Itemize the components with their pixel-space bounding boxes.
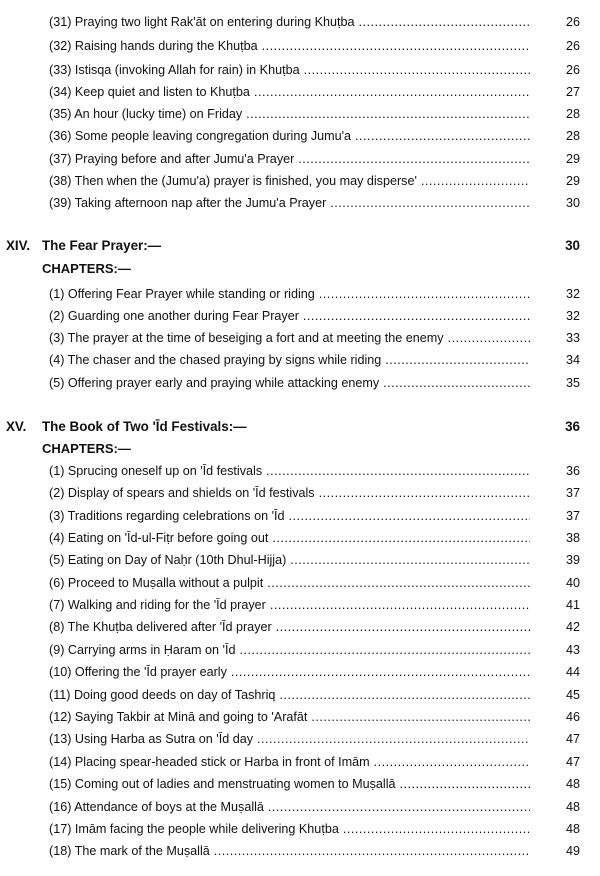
toc-entry-label: (34) Keep quiet and listen to Khuṭba ..... — [49, 82, 530, 102]
toc-entry-label: (15) Coming out of ladies and menstruating women to Muṣallā ..... — [49, 774, 530, 794]
toc-entry — [49, 328, 580, 348]
toc-entry — [49, 12, 580, 32]
section-number: XIV. — [6, 238, 31, 253]
toc-entry-label: (18) The mark of the Muṣallā ..... — [49, 841, 530, 861]
chapters-heading: CHAPTERS:— — [42, 441, 131, 456]
toc-entry-page: 46 — [565, 710, 580, 724]
toc-entry — [49, 82, 580, 102]
toc-entry-page: 26 — [565, 39, 580, 53]
toc-entry-label: (1) Sprucing oneself up on 'Īd festivals ..... — [49, 461, 530, 481]
toc-entry-page: 34 — [565, 353, 580, 367]
toc-entry-label: (1) Offering Fear Prayer while standing or riding ..... — [49, 284, 530, 304]
toc-entry-label: (4) Eating on 'Īd-ul-Fiṭr before going out ..... — [49, 528, 530, 548]
section-page: 36 — [565, 419, 580, 434]
toc-entry — [49, 797, 580, 817]
toc-entry — [49, 528, 580, 548]
toc-entry-page: 47 — [565, 732, 580, 746]
toc-entry-label: (17) Imām facing the people while delivering Khuṭba ..... — [49, 819, 530, 839]
section-number: XV. — [6, 419, 27, 434]
toc-entry-label: (32) Raising hands during the Khuṭba ..... — [49, 36, 530, 56]
toc-entry — [49, 774, 580, 794]
toc-entry-page: 38 — [565, 531, 580, 545]
toc-entry-page: 35 — [565, 376, 580, 390]
toc-entry-page: 26 — [565, 15, 580, 29]
section-heading-xiv — [6, 235, 580, 257]
toc-entry-label: (5) Eating on Day of Naḥr (10th Dhul-Hijja) ..... — [49, 550, 530, 570]
toc-entry-page: 44 — [565, 665, 580, 679]
toc-entry — [49, 483, 580, 503]
toc-entry — [49, 729, 580, 749]
section-title: The Fear Prayer:— — [42, 238, 162, 253]
toc-entry-page: 40 — [565, 576, 580, 590]
toc-entry-label: (7) Walking and riding for the 'Īd prayer ..... — [49, 595, 530, 615]
toc-entry-label: (11) Doing good deeds on day of Tashriq ..... — [49, 685, 530, 705]
toc-entry — [49, 104, 580, 124]
toc-entry — [49, 617, 580, 637]
toc-entry-page: 41 — [565, 598, 580, 612]
toc-entry-page: 33 — [565, 331, 580, 345]
toc-entry-label: (39) Taking afternoon nap after the Jumu'a Prayer ..... — [49, 193, 530, 213]
toc-entry-label: (37) Praying before and after Jumu'a Prayer ..... — [49, 149, 530, 169]
toc-entry — [49, 461, 580, 481]
toc-entry-page: 30 — [565, 196, 580, 210]
section-title: The Book of Two 'Īd Festivals:— — [42, 419, 247, 434]
toc-entry-label: (14) Placing spear-headed stick or Harba in front of Imām ..... — [49, 752, 530, 772]
toc-entry — [49, 373, 580, 393]
toc-entry-label: (16) Attendance of boys at the Muṣallā ..... — [49, 797, 530, 817]
section-page: 30 — [565, 238, 580, 253]
toc-entry-label: (12) Saying Takbir at Minā and going to 'Arafāt ..... — [49, 707, 530, 727]
toc-entry-page: 39 — [565, 553, 580, 567]
toc-entry-page: 42 — [565, 620, 580, 634]
toc-entry — [49, 640, 580, 660]
toc-entry — [49, 350, 580, 370]
toc-entry — [49, 506, 580, 526]
toc-entry-page: 28 — [565, 129, 580, 143]
toc-entry-page: 48 — [565, 800, 580, 814]
section-heading-xv — [6, 416, 580, 438]
toc-entry-page: 37 — [565, 509, 580, 523]
toc-entry-label: (5) Offering prayer early and praying while attacking enemy ..... — [49, 373, 530, 393]
toc-entry — [49, 573, 580, 593]
toc-entry-label: (3) The prayer at the time of beseiging a fort and at meeting the enemy ..... — [49, 328, 530, 348]
toc-entry-page: 49 — [565, 844, 580, 858]
toc-entry-label: (35) An hour (lucky time) on Friday ..... — [49, 104, 530, 124]
toc-entry-label: (4) The chaser and the chased praying by signs while riding ..... — [49, 350, 530, 370]
toc-entry-page: 29 — [565, 152, 580, 166]
toc-entry — [49, 149, 580, 169]
toc-entry — [49, 819, 580, 839]
toc-entry — [49, 707, 580, 727]
toc-entry-label: (38) Then when the (Jumu'a) prayer is finished, you may disperse' ..... — [49, 171, 530, 191]
toc-entry-page: 43 — [565, 643, 580, 657]
toc-entry-label: (9) Carrying arms in Ḥaram on 'Īd ..... — [49, 640, 530, 660]
toc-entry-page: 32 — [565, 287, 580, 301]
toc-entry-page: 26 — [565, 63, 580, 77]
toc-entry-page: 27 — [565, 85, 580, 99]
toc-entry-label: (8) The Khuṭba delivered after 'Īd prayer ..... — [49, 617, 530, 637]
toc-entry — [49, 595, 580, 615]
toc-entry — [49, 36, 580, 56]
toc-entry — [49, 306, 580, 326]
toc-entry — [49, 171, 580, 191]
toc-entry-page: 37 — [565, 486, 580, 500]
toc-entry — [49, 284, 580, 304]
toc-entry — [49, 126, 580, 146]
toc-entry-label: (3) Traditions regarding celebrations on 'Īd ..... — [49, 506, 530, 526]
toc-entry-label: (33) Istisqa (invoking Allah for rain) in Khuṭba ..... — [49, 60, 530, 80]
toc-entry-page: 47 — [565, 755, 580, 769]
toc-entry — [49, 193, 580, 213]
toc-entry — [49, 752, 580, 772]
toc-entry-page: 28 — [565, 107, 580, 121]
toc-entry — [49, 60, 580, 80]
toc-entry-page: 29 — [565, 174, 580, 188]
toc-entry-label: (13) Using Harba as Sutra on 'Īd day ..... — [49, 729, 530, 749]
toc-entry — [49, 550, 580, 570]
toc-entry-page: 32 — [565, 309, 580, 323]
toc-entry-label: (6) Proceed to Muṣalla without a pulpit ..... — [49, 573, 530, 593]
toc-entry — [49, 841, 580, 861]
toc-entry-label: (10) Offering the 'Īd prayer early ..... — [49, 662, 530, 682]
toc-entry-label: (31) Praying two light Rak'āt on entering during Khuṭba ..... — [49, 12, 530, 32]
chapters-heading: CHAPTERS:— — [42, 261, 131, 276]
toc-entry — [49, 685, 580, 705]
toc-entry-page: 45 — [565, 688, 580, 702]
toc-entry-label: (2) Guarding one another during Fear Prayer ..... — [49, 306, 530, 326]
toc-entry-label: (2) Display of spears and shields on 'Īd festivals ..... — [49, 483, 530, 503]
toc-entry — [49, 662, 580, 682]
toc-entry-page: 48 — [565, 777, 580, 791]
toc-entry-page: 48 — [565, 822, 580, 836]
toc-entry-label: (36) Some people leaving congregation during Jumu'a ..... — [49, 126, 530, 146]
toc-entry-page: 36 — [565, 464, 580, 478]
